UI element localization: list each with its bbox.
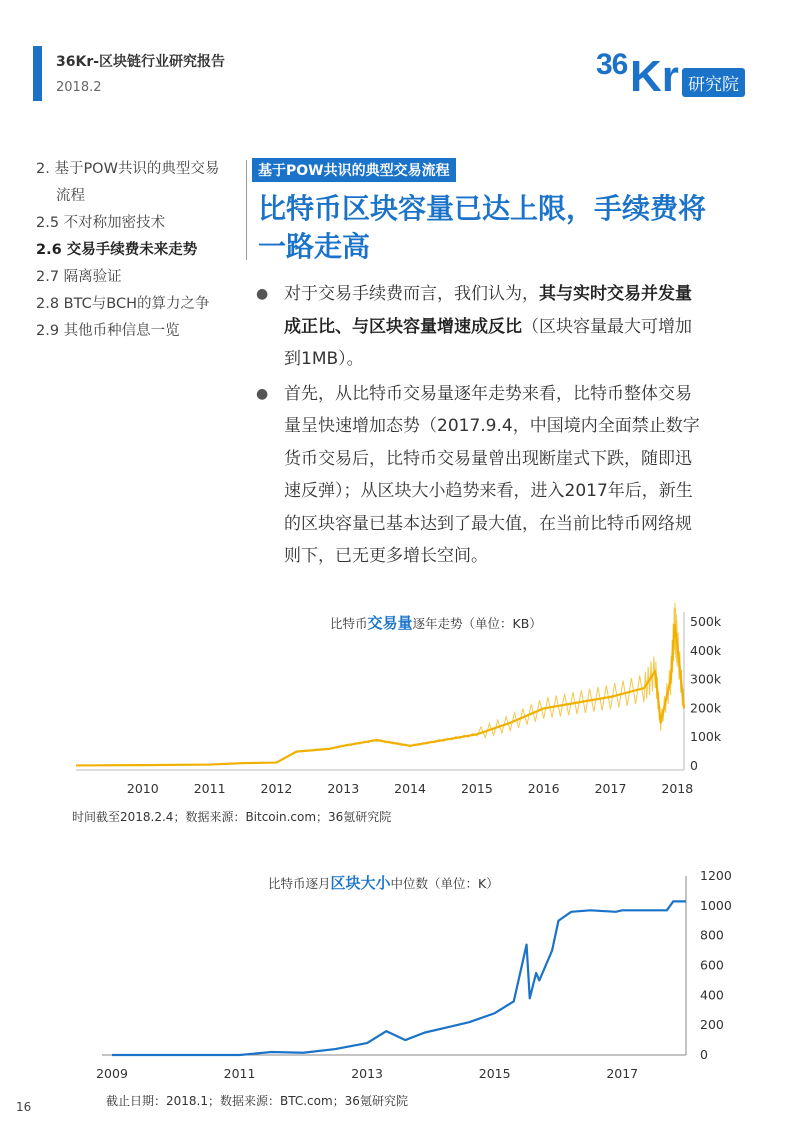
chart2-x-tick-label: 2011 [223,1066,256,1081]
chart1-x-tick-label: 2015 [460,781,493,796]
chart2-y-tick-label: 400 [700,987,724,1003]
chart1-y-tick-label: 300k [690,671,722,687]
chart1-title-pre: 比特币 [330,616,368,631]
chart1-x-tick-label: 2016 [527,781,560,796]
chart2-title [268,872,499,893]
chart1-y-tick-label: 500k [690,614,722,629]
chart1-x-tick-label: 2013 [327,781,360,796]
bullet-dot-icon: ● [256,286,269,302]
chart2-y-tick-label: 0 [700,1047,708,1062]
bullet-text: 对于交易手续费而言，我们认为， [284,284,539,304]
chart1-y-tick-label: 400k [690,642,722,658]
chart1-y-tick-label: 200k [690,700,722,716]
toc-item[interactable]: 流程 [56,188,85,204]
chart1-title [330,612,542,633]
chart2-title-bold: 区块大小 [330,874,391,892]
logo-research-label: 研究院 [682,68,745,97]
header-accent-bar [33,46,42,101]
bullet-bold-text: 其与实时交易并发量成正比、与区块容量增速成反比 [284,284,692,337]
chart1-source: 时间截至2018.2.4；数据来源：Bitcoin.com；36氪研究院 [72,810,392,824]
section-tag: 基于POW共识的典型交易流程 [252,158,456,182]
chart2-y-tick-label: 200 [700,1017,724,1033]
toc-item-current[interactable]: 2.6 交易手续费未来走势 [36,242,198,258]
chart1-title-post: 逐年走势（单位：KB） [412,616,542,631]
chart2-x-tick-label: 2013 [351,1066,384,1081]
chart1-y-tick-label: 0 [690,758,698,773]
chart2-x-tick-label: 2015 [478,1066,511,1081]
toc-item[interactable]: 2.9 其他币种信息一览 [36,323,180,339]
logo-36: 36 [596,48,628,81]
toc-item[interactable]: 2. 基于POW共识的典型交易 [36,161,220,177]
bullet-text: 首先，从比特币交易量逐年走势来看，比特币整体交易量呈快速增加态势（2017.9.4，中国境内全面禁止数字货币交易后，比特币交易量曾出现断崖式下跌，随即迅速反弹）；从区块大小趋势来看，进入2017年后，新生的区块容量已基本达到了最大值，在当前比特币网络规则下，已无更多增长空间。 [284,383,700,566]
36kr-research-logo [596,44,771,102]
bullet-item [256,278,706,376]
bullet-text: （区块容量最大可增加到1MB）。 [284,316,692,369]
toc-item[interactable]: 2.8 BTC与BCH的算力之争 [36,296,210,312]
chart2-title-post: 中位数（单位：K） [390,876,499,891]
chart1-x-tick-label: 2010 [126,781,159,796]
toc-item[interactable]: 2.5 不对称加密技术 [36,215,166,231]
chart1-x-tick-label: 2012 [260,781,293,796]
bullet-item [256,378,706,573]
chart1-title-bold: 交易量 [367,614,413,632]
toc-item[interactable]: 2.7 隔离验证 [36,269,122,285]
chart2-title-pre: 比特币逐月 [268,876,331,891]
chart1-y-tick-label: 100k [690,729,722,745]
chart1-x-tick-label: 2017 [594,781,627,796]
chart1-x-tick-label: 2011 [193,781,226,796]
logo-kr: Kr [630,52,679,101]
report-date: 2018.2 [56,80,102,95]
chart2-y-tick-label: 800 [700,927,724,943]
bullet-dot-icon: ● [256,385,269,402]
chart2-source: 截止日期：2018.1；数据来源：BTC.com；36氪研究院 [106,1094,408,1108]
chart2-y-tick-label: 1000 [700,897,732,913]
chart2-y-tick-label: 1200 [700,868,732,883]
section-heading: 比特币区块容量已达上限，手续费将一路走高 [258,192,707,263]
chart1-x-tick-label: 2018 [661,781,694,796]
chart2-x-tick-label: 2009 [96,1066,128,1081]
chart2-y-tick-label: 600 [700,957,724,973]
bullet-list [256,278,706,575]
page-number: 16 [16,1100,32,1114]
chart2-x-tick-label: 2017 [606,1066,639,1081]
chart2-series-line [112,901,686,1055]
section-divider [246,160,247,260]
chart1-x-tick-label: 2014 [394,781,426,796]
report-title: 36Kr-区块链行业研究报告 [56,54,226,70]
table-of-contents [36,156,219,345]
chart1-series-line [76,625,684,766]
